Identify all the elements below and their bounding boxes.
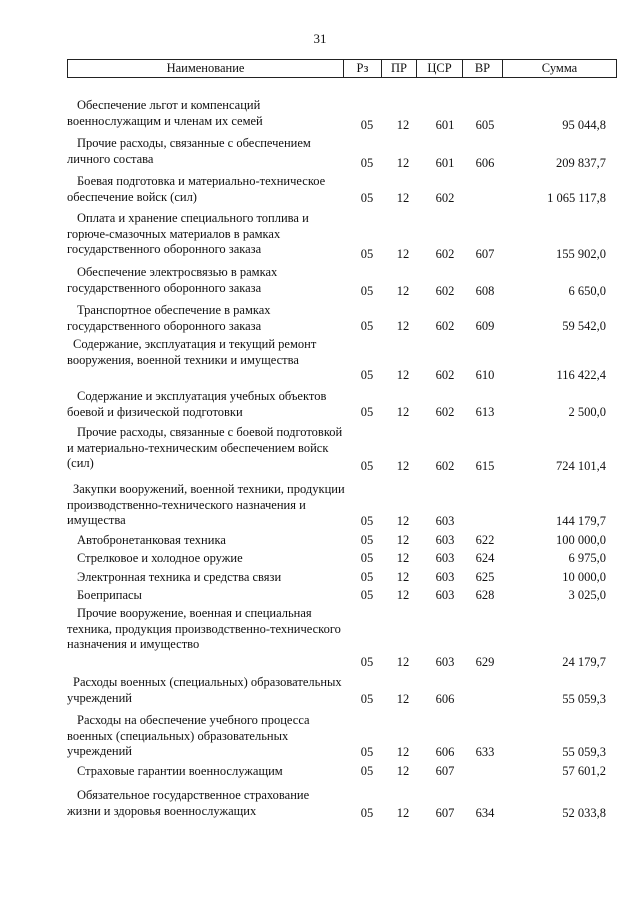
row-vr: 606 bbox=[475, 156, 495, 170]
row-pr: 12 bbox=[396, 368, 410, 382]
column-header-csr: ЦСР bbox=[417, 60, 463, 77]
row-pr: 12 bbox=[396, 191, 410, 205]
row-rz: 05 bbox=[360, 764, 374, 778]
row-csr: 603 bbox=[435, 588, 455, 602]
row-rz: 05 bbox=[360, 692, 374, 706]
row-pr: 12 bbox=[396, 570, 410, 584]
row-rz: 05 bbox=[360, 247, 374, 261]
row-vr: 633 bbox=[475, 745, 495, 759]
row-csr: 602 bbox=[435, 247, 455, 261]
column-header-pr: ПР bbox=[382, 60, 417, 77]
row-pr: 12 bbox=[396, 247, 410, 261]
row-vr: 628 bbox=[475, 588, 495, 602]
row-name: Страховые гарантии военнослужащим bbox=[77, 764, 283, 778]
row-pr: 12 bbox=[396, 405, 410, 419]
row-name: Расходы военных (специальных) образовательных учреждений bbox=[67, 675, 342, 705]
row-sum: 24 179,7 bbox=[562, 655, 606, 669]
column-header-vr: ВР bbox=[463, 60, 503, 77]
row-sum: 52 033,8 bbox=[562, 806, 606, 820]
row-vr: 613 bbox=[475, 405, 495, 419]
row-name: Автобронетанковая техника bbox=[77, 533, 226, 547]
row-sum: 6 650,0 bbox=[568, 284, 606, 298]
row-rz: 05 bbox=[360, 284, 374, 298]
row-csr: 603 bbox=[435, 655, 455, 669]
row-csr: 607 bbox=[435, 806, 455, 820]
row-rz: 05 bbox=[360, 806, 374, 820]
column-header-sum: Сумма bbox=[541, 61, 578, 75]
row-name: Оплата и хранение специального топлива и горюче-смазочных материалов в рамках государственного оборонного заказа bbox=[67, 211, 309, 256]
row-rz: 05 bbox=[360, 655, 374, 669]
row-csr: 603 bbox=[435, 551, 455, 565]
row-csr: 607 bbox=[435, 764, 455, 778]
row-vr: 608 bbox=[475, 284, 495, 298]
row-csr: 602 bbox=[435, 459, 455, 473]
row-vr: 615 bbox=[475, 459, 495, 473]
row-pr: 12 bbox=[396, 806, 410, 820]
row-sum: 155 902,0 bbox=[556, 247, 606, 261]
row-rz: 05 bbox=[360, 551, 374, 565]
row-rz: 05 bbox=[360, 191, 374, 205]
row-csr: 601 bbox=[435, 118, 455, 132]
row-sum: 95 044,8 bbox=[562, 118, 606, 132]
column-header-rz: Рз bbox=[344, 60, 382, 77]
row-vr: 607 bbox=[475, 247, 495, 261]
row-rz: 05 bbox=[360, 514, 374, 528]
row-sum: 724 101,4 bbox=[556, 459, 606, 473]
row-name: Боеприпасы bbox=[77, 588, 142, 602]
row-pr: 12 bbox=[396, 533, 410, 547]
row-rz: 05 bbox=[360, 118, 374, 132]
row-vr: 634 bbox=[475, 806, 495, 820]
row-csr: 603 bbox=[435, 514, 455, 528]
row-csr: 602 bbox=[435, 368, 455, 382]
row-rz: 05 bbox=[360, 368, 374, 382]
row-vr: 605 bbox=[475, 118, 495, 132]
row-name: Обеспечение льгот и компенсаций военнослужащим и членам их семей bbox=[67, 98, 263, 128]
row-vr: 624 bbox=[475, 551, 495, 565]
row-name: Прочие расходы, связанные с боевой подготовкой и материально-техническим обеспечением войск (сил) bbox=[67, 425, 343, 470]
row-rz: 05 bbox=[360, 156, 374, 170]
row-vr: 625 bbox=[475, 570, 495, 584]
row-rz: 05 bbox=[360, 459, 374, 473]
row-name: Прочие вооружение, военная и специальная техника, продукция производственно-технического назначения и имущество bbox=[67, 606, 341, 651]
row-name: Расходы на обеспечение учебного процесса военных (специальных) образовательных учреждений bbox=[67, 713, 310, 758]
row-pr: 12 bbox=[396, 459, 410, 473]
row-pr: 12 bbox=[396, 588, 410, 602]
row-vr: 629 bbox=[475, 655, 495, 669]
row-pr: 12 bbox=[396, 284, 410, 298]
row-pr: 12 bbox=[396, 551, 410, 565]
page-number: 31 bbox=[313, 31, 327, 46]
row-sum: 116 422,4 bbox=[556, 368, 606, 382]
row-csr: 602 bbox=[435, 284, 455, 298]
row-pr: 12 bbox=[396, 655, 410, 669]
row-name: Содержание, эксплуатация и текущий ремонт вооружения, военной техники и имущества bbox=[67, 337, 317, 367]
row-csr: 602 bbox=[435, 319, 455, 333]
row-rz: 05 bbox=[360, 405, 374, 419]
row-name: Стрелковое и холодное оружие bbox=[77, 551, 243, 565]
row-csr: 606 bbox=[435, 692, 455, 706]
row-pr: 12 bbox=[396, 764, 410, 778]
row-pr: 12 bbox=[396, 156, 410, 170]
table-header bbox=[67, 59, 617, 78]
row-rz: 05 bbox=[360, 570, 374, 584]
row-rz: 05 bbox=[360, 533, 374, 547]
row-csr: 602 bbox=[435, 405, 455, 419]
row-pr: 12 bbox=[396, 745, 410, 759]
row-name: Прочие расходы, связанные с обеспечением личного состава bbox=[67, 136, 311, 166]
row-sum: 1 065 117,8 bbox=[547, 191, 606, 205]
row-name: Обязательное государственное страхование жизни и здоровья военнослужащих bbox=[67, 788, 310, 818]
row-rz: 05 bbox=[360, 588, 374, 602]
row-sum: 59 542,0 bbox=[562, 319, 606, 333]
row-name: Закупки вооружений, военной техники, продукции производственно-технического назначения и имущества bbox=[67, 482, 345, 527]
row-name: Обеспечение электросвязью в рамках государственного оборонного заказа bbox=[67, 265, 278, 295]
row-sum: 3 025,0 bbox=[568, 588, 606, 602]
row-sum: 100 000,0 bbox=[556, 533, 606, 547]
row-csr: 603 bbox=[435, 533, 455, 547]
row-sum: 57 601,2 bbox=[562, 764, 606, 778]
row-pr: 12 bbox=[396, 118, 410, 132]
row-pr: 12 bbox=[396, 319, 410, 333]
column-header-name: Наименование bbox=[68, 60, 344, 77]
row-pr: 12 bbox=[396, 692, 410, 706]
row-pr: 12 bbox=[396, 514, 410, 528]
row-sum: 10 000,0 bbox=[562, 570, 606, 584]
row-name: Содержание и эксплуатация учебных объектов боевой и физической подготовки bbox=[67, 389, 327, 419]
row-csr: 606 bbox=[435, 745, 455, 759]
row-name: Электронная техника и средства связи bbox=[77, 570, 282, 584]
row-rz: 05 bbox=[360, 319, 374, 333]
row-name: Боевая подготовка и материально-техническое обеспечение войск (сил) bbox=[67, 174, 326, 204]
row-sum: 6 975,0 bbox=[568, 551, 606, 565]
row-csr: 601 bbox=[435, 156, 455, 170]
row-sum: 55 059,3 bbox=[562, 692, 606, 706]
row-vr: 622 bbox=[475, 533, 495, 547]
row-vr: 609 bbox=[475, 319, 495, 333]
row-csr: 602 bbox=[435, 191, 455, 205]
row-sum: 2 500,0 bbox=[568, 405, 606, 419]
row-vr: 610 bbox=[475, 368, 495, 382]
row-sum: 55 059,3 bbox=[562, 745, 606, 759]
row-sum: 144 179,7 bbox=[556, 514, 606, 528]
row-csr: 603 bbox=[435, 570, 455, 584]
row-sum: 209 837,7 bbox=[556, 156, 606, 170]
row-name: Транспортное обеспечение в рамках государственного оборонного заказа bbox=[67, 303, 271, 333]
row-rz: 05 bbox=[360, 745, 374, 759]
